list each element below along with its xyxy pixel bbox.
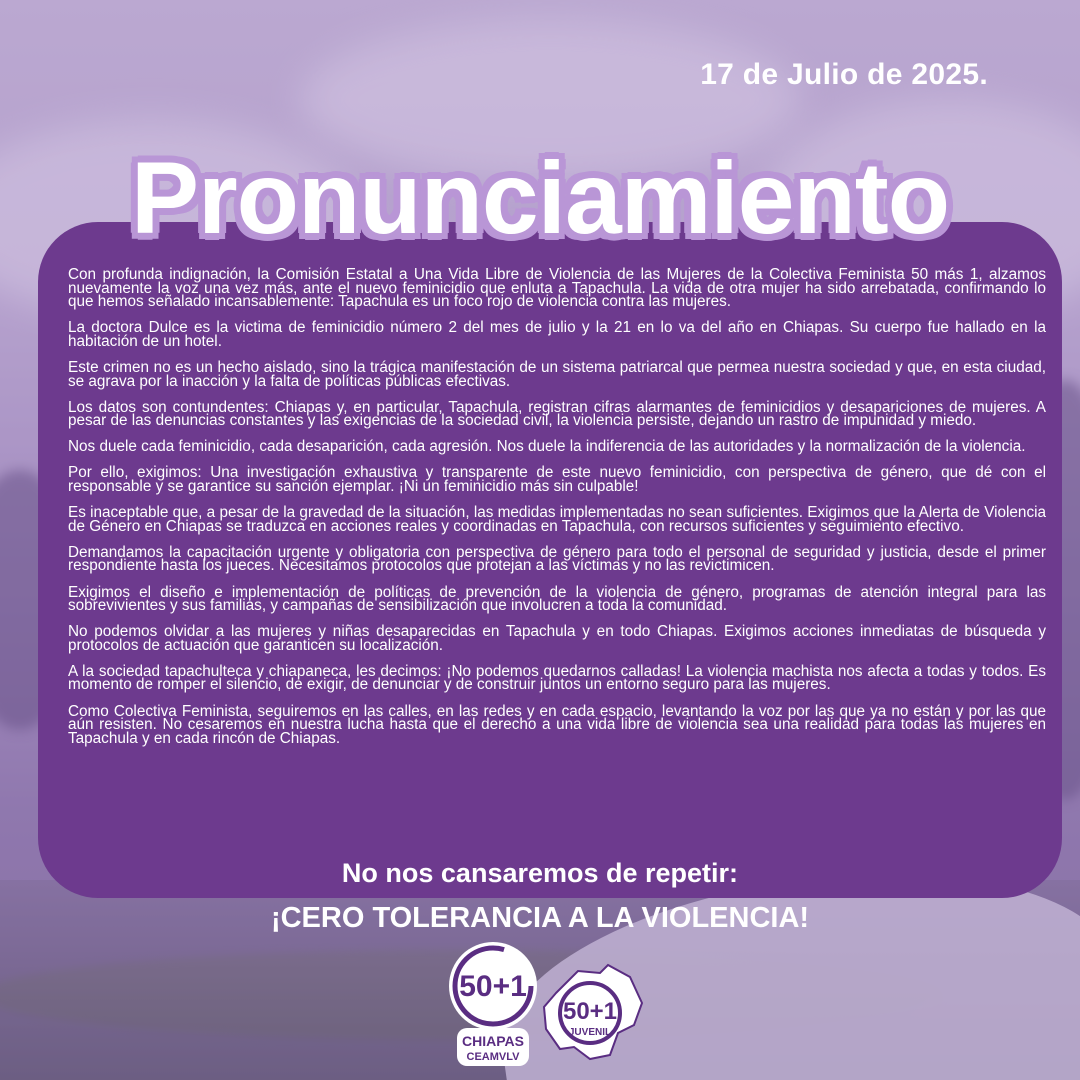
paragraph: Demandamos la capacitación urgente y obligatoria con perspectiva de género para todo el personal de seguridad y justicia, desde el primer respondiente hasta los jueces. Necesitamos protocolos que protejan a las víctimas y no las revictimicen. xyxy=(68,543,1046,575)
page-title: Pronunciamiento xyxy=(130,141,950,255)
date-label: 17 de Julio de 2025. xyxy=(700,58,988,91)
logo-left-line1: CHIAPAS xyxy=(462,1033,524,1049)
closing-line: No nos cansaremos de repetir: xyxy=(341,858,739,888)
paragraph: Como Colectiva Feminista, seguiremos en las calles, en las redes y en cada espacio, levantando la voz por las que ya no están y por las que aún resisten. No cesaremos en nuestra lucha hasta que el derecho a una vida libre de violencia sea una realidad para todas las mujeres en Tapachula y en cada rincón de Chiapas. xyxy=(68,702,1046,747)
paragraph: La doctora Dulce es la victima de feminicidio número 2 del mes de julio y la 21 en lo va del año en Chiapas. Su cuerpo fue hallado en la habitación de un hotel. xyxy=(68,319,1046,350)
logo-right-number: 50+1 xyxy=(562,998,618,1025)
logo-right-line1: JUVENIL xyxy=(568,1027,612,1038)
closing-slogan: ¡CERO TOLERANCIA A LA VIOLENCIA! xyxy=(270,902,810,934)
logo-left-line2: CEAMVLV xyxy=(466,1051,520,1063)
logo-left-number: 50+1 xyxy=(459,970,527,1003)
paragraph: A la sociedad tapachulteca y chiapaneca, les decimos: ¡No podemos quedarnos calladas! La violencia machista nos afecta a todas y todos. Es momento de romper el silencio, de exigir, de denunciar y de construir juntos un entorno seguro para las mujeres. xyxy=(68,662,1046,694)
paragraph: Por ello, exigimos: Una investigación exhaustiva y transparente de este nuevo feminicidio, con perspectiva de género, que dé con el responsable y se garantice su sanción ejemplar. ¡Ni un feminicidio más sin culpable! xyxy=(68,464,1046,496)
paragraph: Con profunda indignación, la Comisión Estatal a Una Vida Libre de Violencia de las Mujeres de la Colectiva Feminista 50 más 1, alzamos nuevamente la voz una vez más, ante el nuevo feminicidio que enluta a Tapachula. La vida de otra mujer ha sido arrebatada, confirmando lo que hemos señalado incansablemente: Tapachula es un foco rojo de violencia contra las mujeres. xyxy=(68,266,1046,311)
paragraph: Los datos son contundentes: Chiapas y, en particular, Tapachula, registran cifras alarmantes de feminicidios y desapariciones de mujeres. A pesar de las denuncias constantes y las exigencias de la sociedad civil, la violencia persiste, dejando un rastro de impunidad y miedo. xyxy=(68,398,1046,430)
logo-50mas1-juvenil xyxy=(538,963,648,1063)
paragraph: Este crimen no es un hecho aislado, sino la trágica manifestación de un sistema patriarcal que permea nuestra sociedad y que, en esta ciudad, se agrava por la inacción y la falta de políticas públicas efectivas. xyxy=(68,358,1046,390)
paragraph: Es inaceptable que, a pesar de la gravedad de la situación, las medidas implementadas no sean suficientes. Exigimos que la Alerta de Violencia de Género en Chiapas se traduzca en acciones reales y coordinadas en Tapachula, con recursos suficientes y seguimiento efectivo. xyxy=(68,504,1046,535)
logo-50mas1-chiapas xyxy=(443,938,543,1070)
paragraph: Exigimos el diseño e implementación de políticas de prevención de la violencia de género, programas de atención integral para las sobrevivientes y sus familias, y campañas de sensibilización que involucren a toda la comunidad. xyxy=(68,583,1046,615)
paragraph: No podemos olvidar a las mujeres y niñas desaparecidas en Tapachula y en todo Chiapas. Exigimos acciones inmediatas de búsqueda y protocolos de actuación que garanticen su localización. xyxy=(68,623,1046,654)
paragraph: Nos duele cada feminicidio, cada desaparición, cada agresión. Nos duele la indiferencia de las autoridades y la normalización de la violencia. xyxy=(68,438,1026,456)
statement-body xyxy=(68,268,1046,758)
